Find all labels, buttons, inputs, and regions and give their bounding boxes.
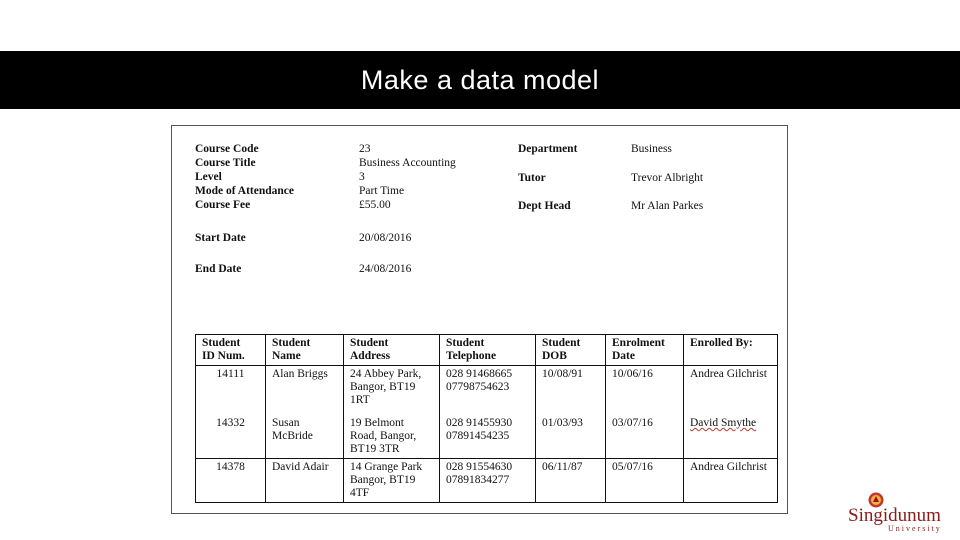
student-dob-cell: 01/03/93 (536, 409, 606, 459)
header-student-dob: Student DOB (536, 335, 606, 366)
course-code-value: 23 (359, 143, 371, 155)
course-document (171, 125, 788, 514)
student-id-cell: 14111 (196, 366, 266, 410)
course-code-label: Course Code (195, 143, 259, 155)
enrolled-by-cell: Andrea Gilchrist (684, 366, 778, 410)
course-title-value: Business Accounting (359, 157, 456, 169)
enrolment-table (195, 334, 778, 503)
student-telephone-cell: 028 91468665 07798754623 (440, 366, 536, 410)
header-student-id: Student ID Num. (196, 335, 266, 366)
student-dob-cell: 10/08/91 (536, 366, 606, 410)
mode-value: Part Time (359, 185, 405, 197)
table-row (196, 366, 778, 410)
enrolled-by-cell: Andrea Gilchrist (684, 459, 778, 503)
mode-label: Mode of Attendance (195, 185, 295, 197)
tutor-label: Tutor (518, 172, 546, 184)
slide-title: Make a data model (360, 64, 600, 95)
logo-name: Singidunum (848, 505, 941, 526)
enrolment-date-cell: 05/07/16 (606, 459, 684, 503)
fee-label: Course Fee (195, 199, 251, 211)
end-date-label: End Date (195, 263, 242, 275)
enrolment-date-cell: 03/07/16 (606, 409, 684, 459)
student-telephone-cell: 028 91554630 07891834277 (440, 459, 536, 503)
level-label: Level (195, 171, 222, 183)
course-title-label: Course Title (195, 157, 256, 169)
student-id-cell: 14332 (196, 409, 266, 459)
end-date-value: 24/08/2016 (359, 263, 412, 275)
student-address-cell: 24 Abbey Park, Bangor, BT19 1RT (344, 366, 440, 410)
university-logo (846, 492, 952, 532)
tutor-value: Trevor Albright (631, 172, 704, 184)
student-id-cell: 14378 (196, 459, 266, 503)
header-student-name: Student Name (266, 335, 344, 366)
start-date-label: Start Date (195, 232, 246, 244)
start-date-value: 20/08/2016 (359, 232, 412, 244)
student-name-cell: Alan Briggs (266, 366, 344, 410)
dept-head-value: Mr Alan Parkes (631, 200, 704, 212)
table-header-row (196, 335, 778, 366)
enrolled-by-cell: David Smythe (684, 409, 778, 459)
level-value: 3 (359, 171, 365, 183)
logo-subtitle: University (888, 524, 942, 533)
header-enrolled-by: Enrolled By: (684, 335, 778, 366)
header-student-address: Student Address (344, 335, 440, 366)
table-row (196, 409, 778, 459)
department-value: Business (631, 143, 672, 155)
enrolment-date-cell: 10/06/16 (606, 366, 684, 410)
slide-title-bar (0, 51, 960, 109)
department-label: Department (518, 143, 578, 155)
table-row (196, 459, 778, 503)
student-telephone-cell: 028 91455930 07891454235 (440, 409, 536, 459)
student-dob-cell: 06/11/87 (536, 459, 606, 503)
header-student-telephone: Student Telephone (440, 335, 536, 366)
student-name-cell: Susan McBride (266, 409, 344, 459)
dept-head-label: Dept Head (518, 200, 571, 212)
student-address-cell: 14 Grange Park Bangor, BT19 4TF (344, 459, 440, 503)
student-name-cell: David Adair (266, 459, 344, 503)
student-address-cell: 19 Belmont Road, Bangor, BT19 3TR (344, 409, 440, 459)
fee-value: £55.00 (359, 199, 391, 211)
header-enrolment-date: Enrolment Date (606, 335, 684, 366)
